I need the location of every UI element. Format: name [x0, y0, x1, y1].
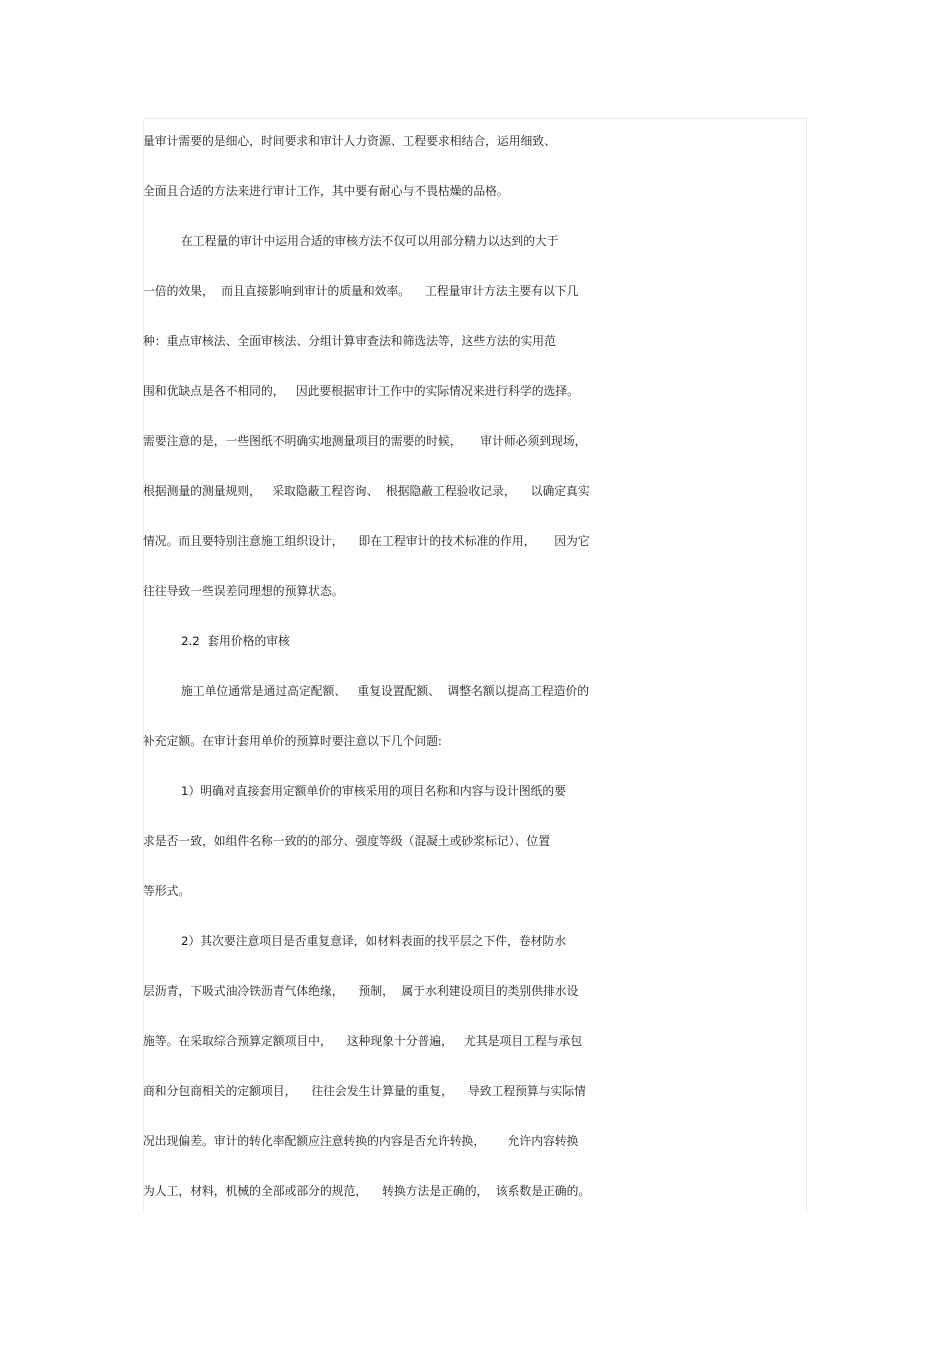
paragraph-line: 为人工，材料，机械的全部或部分的规范， 转换方法是正确的， 该系数是正确的。: [143, 1184, 591, 1198]
paragraph-line: 施工单位通常是通过高定配额、 重复设置配额、 调整名额以提高工程造价的: [181, 684, 590, 698]
paragraph-line: 补充定额。在审计套用单价的预算时要注意以下几个问题:: [143, 734, 442, 748]
paragraph-line: 在工程量的审计中运用合适的审核方法不仅可以用部分精力以达到的大于: [181, 234, 559, 248]
paragraph-line: 2）其次要注意项目是否重复意译，如材料表面的找平层之下件，卷材防水: [181, 934, 567, 948]
document-body: [143, 121, 809, 1221]
paragraph-line: 2.2 套用价格的审核: [181, 634, 290, 648]
paragraph-line: 商和分包商相关的定额项目， 往往会发生计算量的重复， 导致工程预算与实际情: [143, 1084, 586, 1098]
paragraph-line: 全面且合适的方法来进行审计工作，其中要有耐心与不畏枯燥的品格。: [143, 184, 509, 198]
paragraph-line: 根据测量的测量规则， 采取隐蔽工程咨询、 根据隐蔽工程验收记录， 以确定真实: [143, 484, 590, 498]
paragraph-line: 况出现偏差。审计的转化率配额应注意转换的内容是否允许转换， 允许内容转换: [143, 1134, 579, 1148]
paragraph-line: 一倍的效果， 而且直接影响到审计的质量和效率。 工程量审计方法主要有以下几: [143, 284, 579, 298]
paragraph-line: 往往导致一些误差同理想的预算状态。: [143, 584, 344, 598]
paragraph-line: 情况。而且要特别注意施工组织设计， 即在工程审计的技术标准的作用， 因为它: [143, 534, 590, 548]
paragraph-line: 求是否一致，如组件名称一致的的部分、强度等级（混凝土或砂浆标记）、位置: [143, 834, 550, 848]
paragraph-line: 层沥青，下吸式油冷铁沥青气体绝缘， 预制， 属于水利建设项目的类别供排水设: [143, 984, 579, 998]
paragraph-line: 种：重点审核法、全面审核法、分组计算审查法和筛选法等，这些方法的实用范: [143, 334, 556, 348]
paragraph-line: 围和优缺点是各不相同的， 因此要根据审计工作中的实际情况来进行科学的选择。: [143, 384, 579, 398]
paragraph-line: 需要注意的是，一些图纸不明确实地测量项目的需要的时候， 审计师必须到现场，: [143, 434, 587, 448]
paragraph-line: 施等。在采取综合预算定额项目中， 这种现象十分普遍， 尤其是项目工程与承包: [143, 1034, 583, 1048]
paragraph-line: 1）明确对直接套用定额单价的审核采用的项目名称和内容与设计图纸的要: [181, 784, 567, 798]
paragraph-line: 量审计需要的是细心，时间要求和审计人力资源、工程要求相结合，运用细致、: [143, 134, 556, 148]
paragraph-line: 等形式。: [143, 884, 191, 898]
